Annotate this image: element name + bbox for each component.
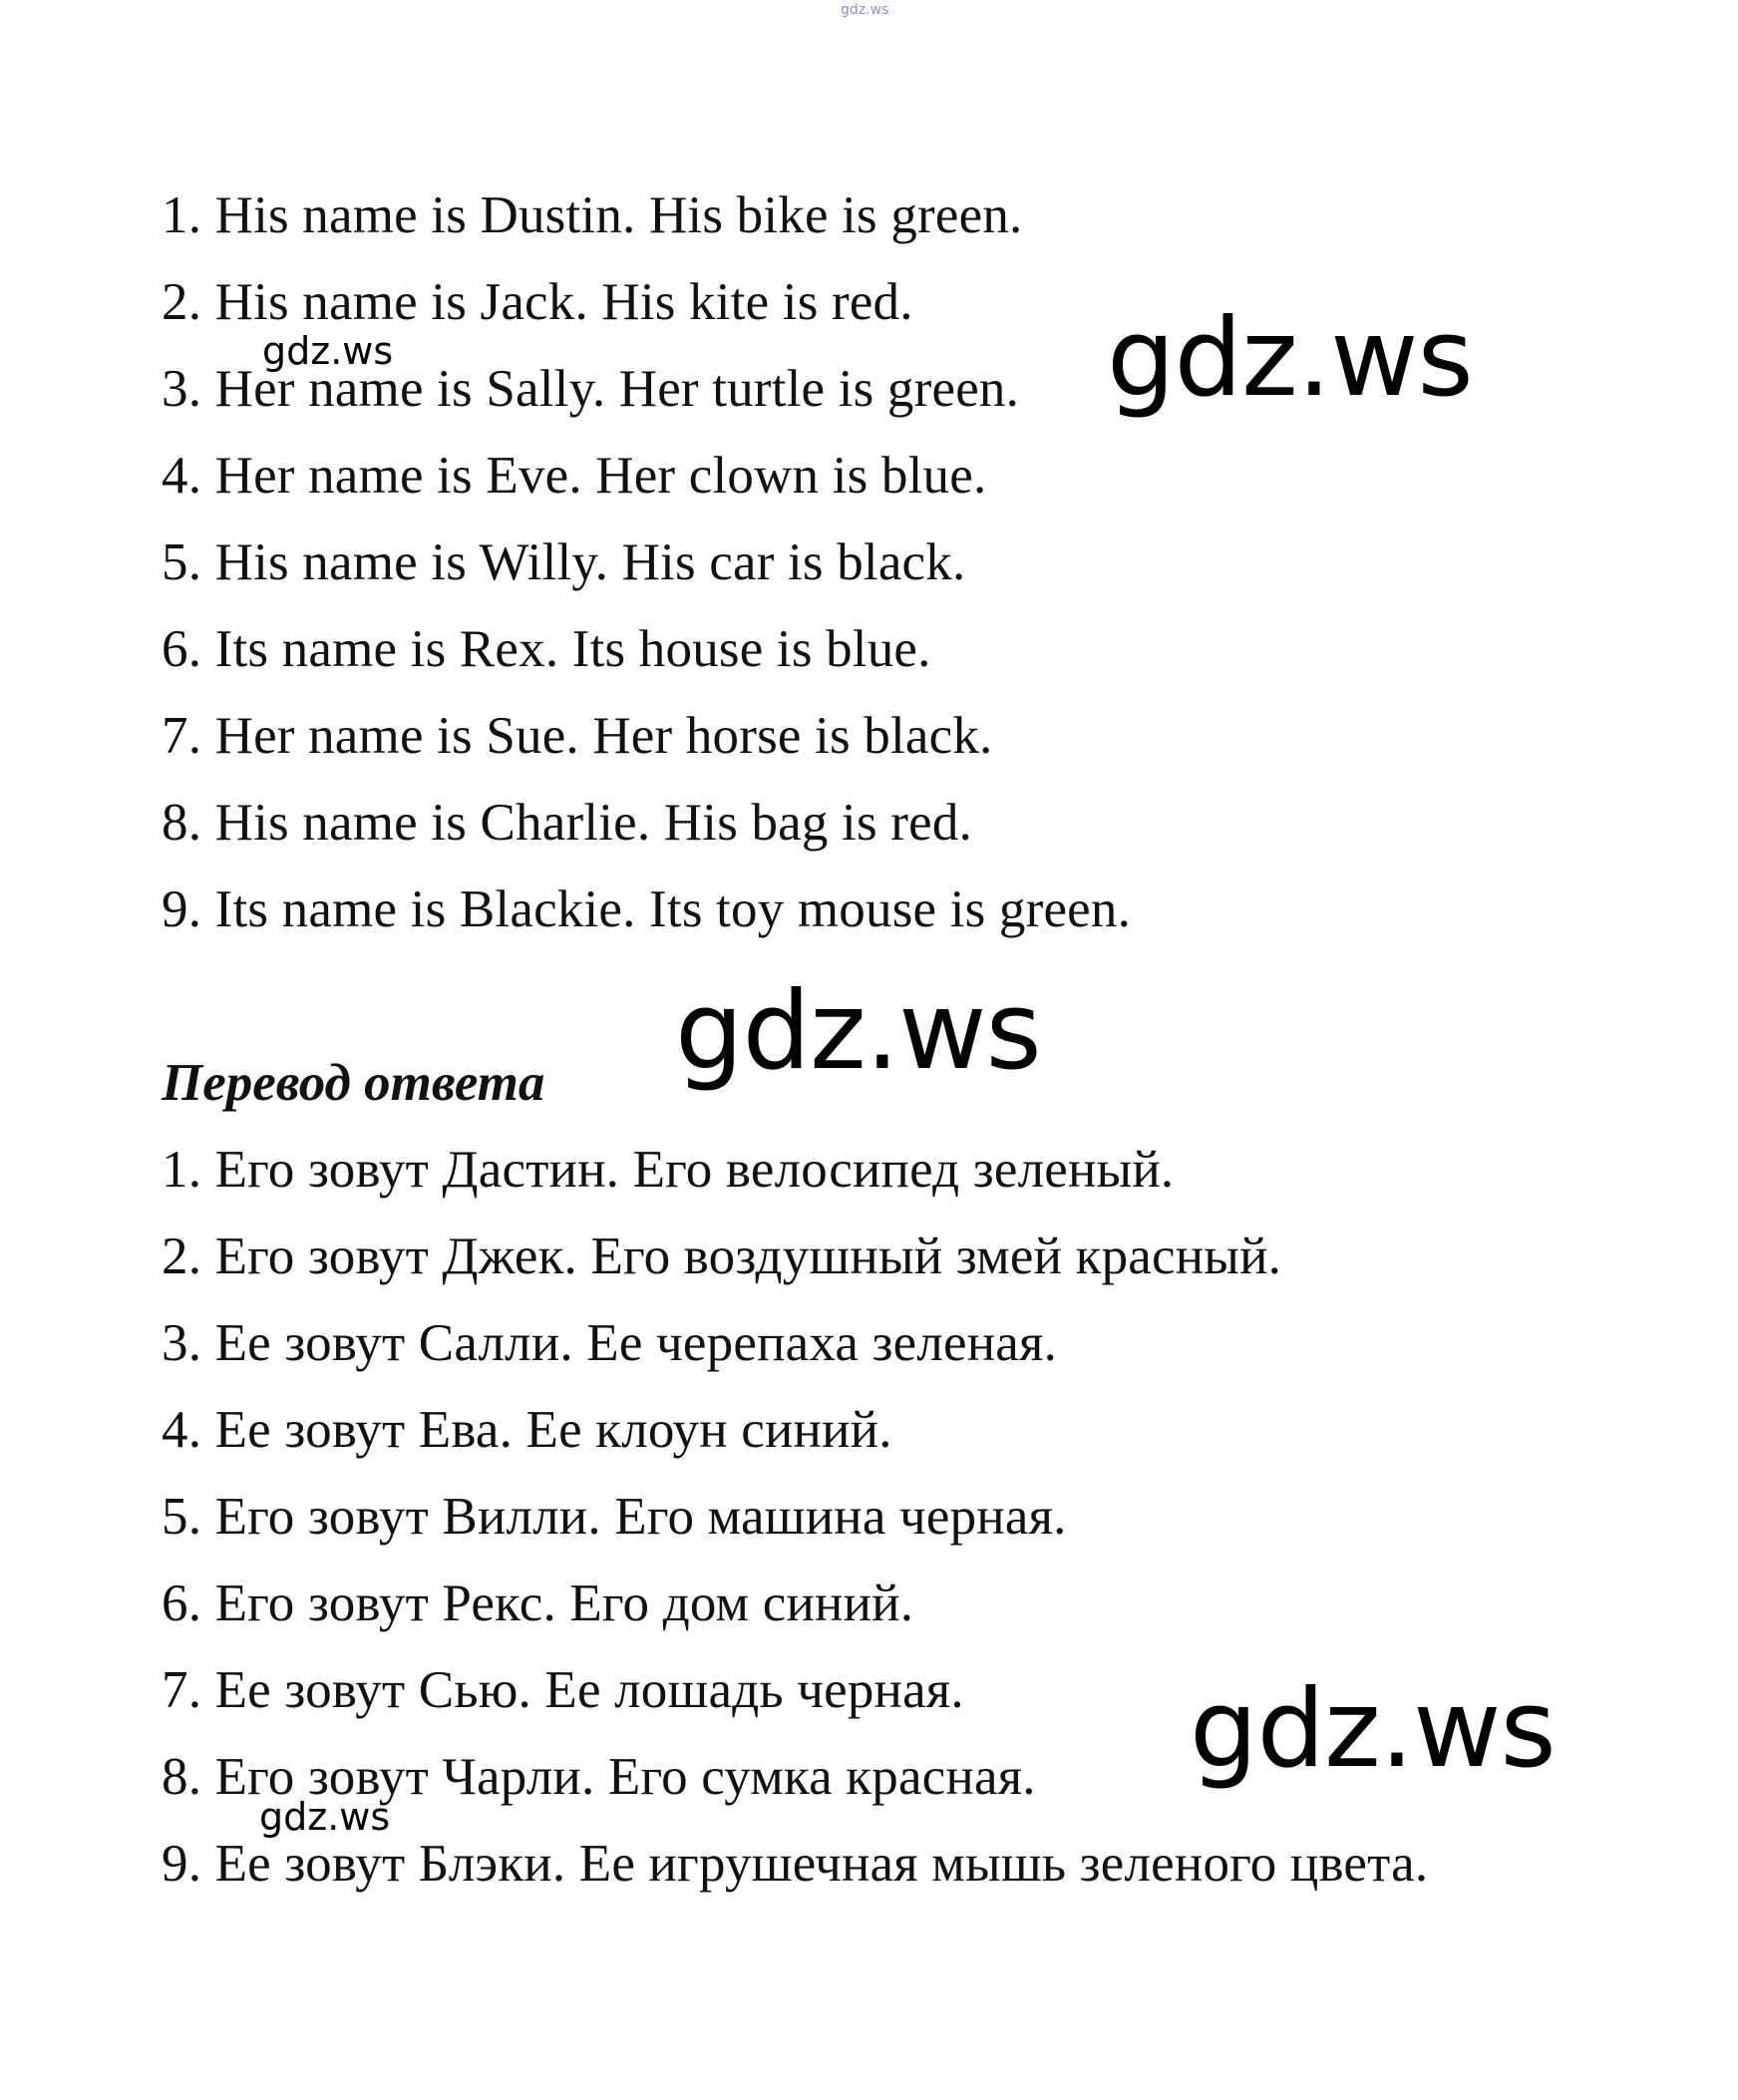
watermark-large-3: gdz.ws: [1190, 1667, 1556, 1792]
watermark-large-1: gdz.ws: [1107, 296, 1473, 421]
answer-line-6: 6. Its name is Rex. Its house is blue.: [162, 620, 931, 678]
answer-line-5: 5. His name is Willy. His car is black.: [162, 533, 966, 591]
watermark-small-1: gdz.ws: [262, 329, 394, 373]
answer-line-7: 7. Her name is Sue. Her horse is black.: [162, 707, 993, 765]
answer-line-3: 3. Her name is Sally. Her turtle is green.: [162, 360, 1020, 418]
translation-heading: Перевод ответа: [162, 1054, 545, 1112]
translation-line-4: 4. Ее зовут Ева. Ее клоун синий.: [162, 1401, 892, 1459]
watermark-small-2: gdz.ws: [259, 1795, 391, 1839]
translation-line-9: 9. Ее зовут Блэки. Ее игрушечная мышь зеленого цвета.: [162, 1835, 1429, 1893]
answer-line-9: 9. Its name is Blackie. Its toy mouse is green.: [162, 880, 1132, 938]
translation-line-1: 1. Его зовут Дастин. Его велосипед зеленый.: [162, 1141, 1175, 1199]
translation-line-7: 7. Ее зовут Сью. Ее лошадь черная.: [162, 1661, 964, 1719]
answer-line-4: 4. Her name is Eve. Her clown is blue.: [162, 447, 987, 505]
translation-line-3: 3. Ее зовут Салли. Ее черепаха зеленая.: [162, 1314, 1058, 1372]
answer-line-8: 8. His name is Charlie. His bag is red.: [162, 794, 972, 852]
watermark-large-2: gdz.ws: [675, 969, 1041, 1094]
translation-line-8: 8. Его зовут Чарли. Его сумка красная.: [162, 1748, 1036, 1806]
translation-line-5: 5. Его зовут Вилли. Его машина черная.: [162, 1488, 1067, 1546]
translation-line-6: 6. Его зовут Рекс. Его дом синий.: [162, 1575, 914, 1632]
answer-line-1: 1. His name is Dustin. His bike is green.: [162, 186, 1023, 244]
translation-line-2: 2. Его зовут Джек. Его воздушный змей красный.: [162, 1227, 1282, 1285]
answer-line-2: 2. His name is Jack. His kite is red.: [162, 273, 913, 331]
top-watermark: gdz.ws: [841, 2, 889, 18]
